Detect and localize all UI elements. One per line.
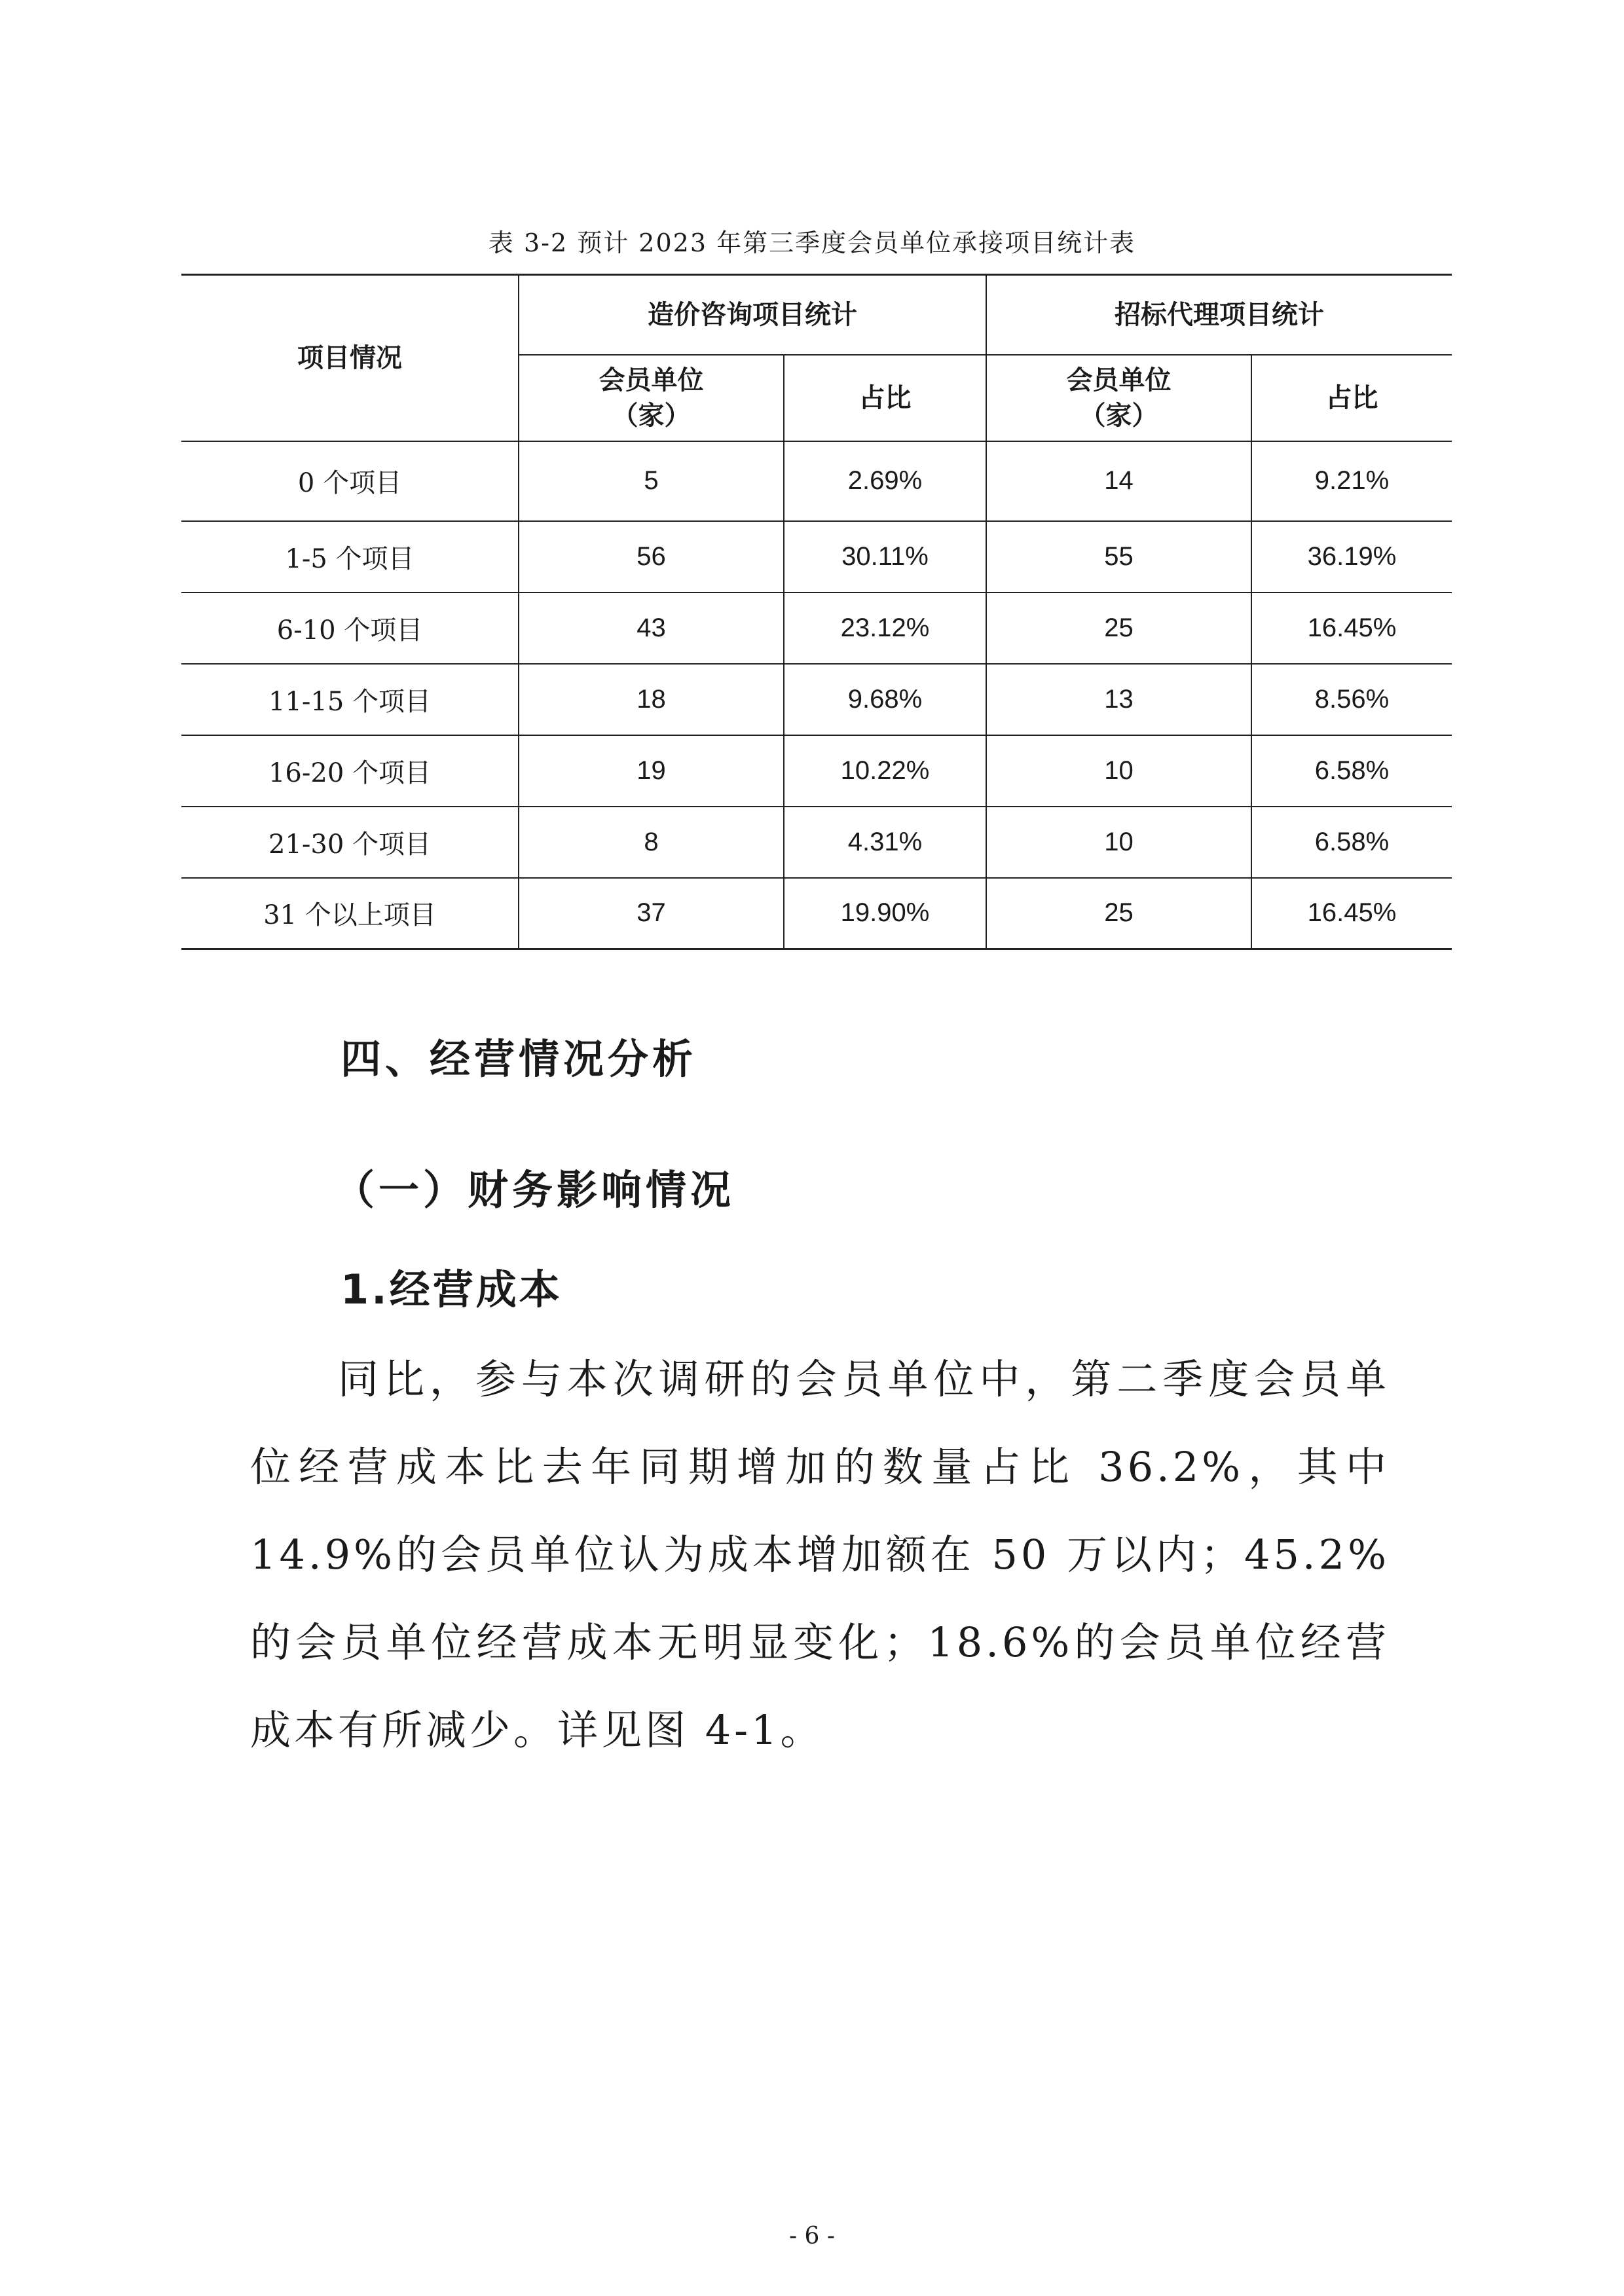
bidding-member-count: 10 (986, 735, 1251, 807)
cost-member-count: 18 (519, 664, 784, 735)
page-number: - 6 - (788, 2223, 836, 2250)
bidding-member-count: 13 (986, 664, 1251, 735)
table-row (181, 664, 1452, 735)
header-group-cost-consulting: 造价咨询项目统计 (519, 275, 986, 355)
cost-member-count: 5 (519, 441, 784, 521)
header-members-line2: （家） (1079, 400, 1158, 431)
cost-ratio: 30.11% (784, 521, 986, 592)
header-row-label: 项目情况 (181, 275, 519, 441)
row-label: 6-10 个项目 (181, 592, 519, 664)
cost-member-count: 19 (519, 735, 784, 807)
header-ratio-bidding: 占比 (1251, 355, 1452, 441)
cost-ratio: 9.68% (784, 664, 986, 735)
bidding-ratio: 6.58% (1251, 735, 1452, 807)
row-label: 21-30 个项目 (181, 807, 519, 878)
bidding-member-count: 10 (986, 807, 1251, 878)
section-subheading: （一）财务影响情况 (334, 1166, 735, 1214)
cost-ratio: 2.69% (784, 441, 986, 521)
table-row (181, 735, 1452, 807)
header-members-bidding (986, 355, 1251, 441)
row-label: 31 个以上项目 (181, 878, 519, 949)
row-label: 1-5 个项目 (181, 521, 519, 592)
table-caption: 表 3-2 预计 2023 年第三季度会员单位承接项目统计表 (488, 228, 1136, 257)
row-label: 0 个项目 (181, 441, 519, 521)
header-members-line1: 会员单位 (1066, 365, 1172, 395)
body-paragraph: 同比，参与本次调研的会员单位中，第二季度会员单位经营成本比去年同期增加的数量占比 36.2%，其中 14.9%的会员单位认为成本增加额在 50 万以内；45.2%的会员单位经营成本无明显变化；18.6%的会员单位经营成本有所减少。详见图 4-1。 (250, 1355, 1390, 1754)
table-row (181, 592, 1452, 664)
bidding-ratio: 9.21% (1251, 441, 1452, 521)
cost-member-count: 43 (519, 592, 784, 664)
cost-ratio: 23.12% (784, 592, 986, 664)
table-row (181, 878, 1452, 949)
header-members-cost (519, 355, 784, 441)
section-subsubheading: 1.经营成本 (341, 1266, 563, 1313)
header-ratio-cost: 占比 (784, 355, 986, 441)
table-header-row (181, 275, 1452, 355)
project-stats-table (181, 274, 1452, 950)
bidding-ratio: 16.45% (1251, 592, 1452, 664)
bidding-member-count: 25 (986, 878, 1251, 949)
bidding-member-count: 14 (986, 441, 1251, 521)
table-row (181, 441, 1452, 521)
table-row (181, 521, 1452, 592)
row-label: 11-15 个项目 (181, 664, 519, 735)
cost-ratio: 10.22% (784, 735, 986, 807)
bidding-ratio: 6.58% (1251, 807, 1452, 878)
table-row (181, 807, 1452, 878)
cost-ratio: 19.90% (784, 878, 986, 949)
cost-ratio: 4.31% (784, 807, 986, 878)
row-label: 16-20 个项目 (181, 735, 519, 807)
bidding-ratio: 36.19% (1251, 521, 1452, 592)
cost-member-count: 8 (519, 807, 784, 878)
cost-member-count: 56 (519, 521, 784, 592)
bidding-member-count: 25 (986, 592, 1251, 664)
header-members-line2: （家） (612, 400, 691, 431)
bidding-ratio: 8.56% (1251, 664, 1452, 735)
header-group-bidding-agency: 招标代理项目统计 (986, 275, 1452, 355)
cost-member-count: 37 (519, 878, 784, 949)
bidding-member-count: 55 (986, 521, 1251, 592)
section-heading: 四、经营情况分析 (341, 1035, 697, 1083)
header-members-line1: 会员单位 (599, 365, 704, 395)
bidding-ratio: 16.45% (1251, 878, 1452, 949)
